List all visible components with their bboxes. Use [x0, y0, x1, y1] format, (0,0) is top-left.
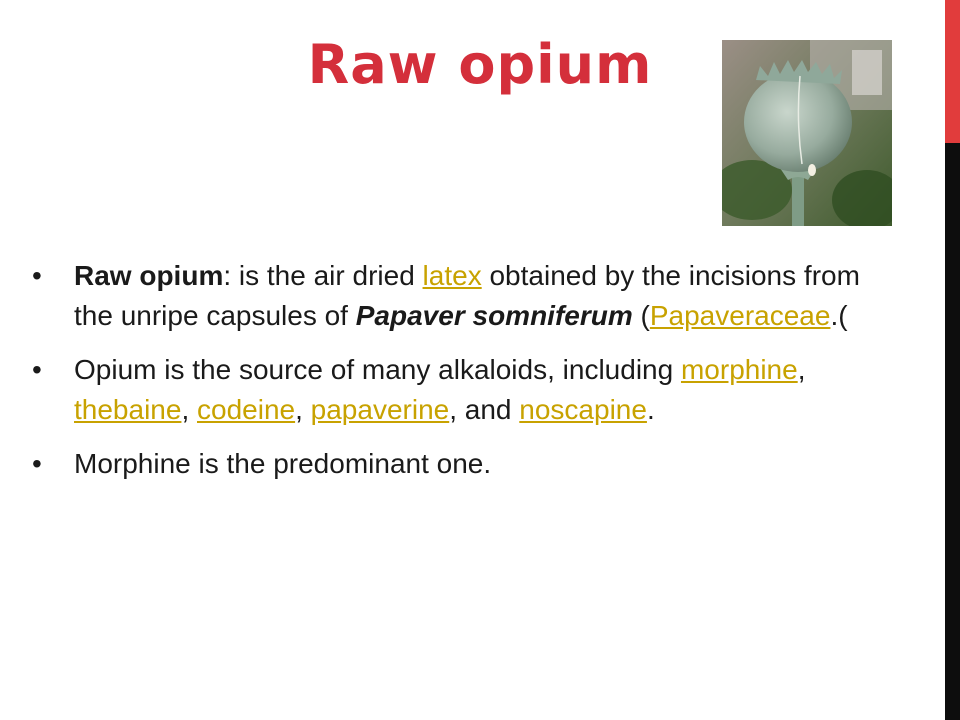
link-papaverine[interactable]: papaverine [310, 394, 450, 425]
separator: , [295, 394, 311, 425]
list-item [32, 350, 862, 430]
link-morphine[interactable]: morphine [680, 354, 798, 385]
bullet-dot-icon: • [32, 260, 42, 291]
link-papaveraceae[interactable]: Papaveraceae [649, 300, 831, 331]
right-edge-accent [945, 0, 960, 143]
link-codeine[interactable]: codeine [197, 394, 296, 425]
link-thebaine[interactable]: thebaine [74, 394, 182, 425]
bullet-text: : is the air dried [223, 260, 423, 291]
poppy-capsule-photo [722, 40, 892, 226]
separator: , [181, 394, 197, 425]
bullet-text: .( [830, 300, 848, 331]
bullet-dot-icon: • [32, 448, 42, 479]
bullet-dot-icon: • [32, 354, 42, 385]
list-item [32, 444, 862, 484]
bullet-text: Morphine is the predominant one. [74, 448, 492, 479]
bullet-text: obtained by the incisions from the unripe capsules of [74, 260, 860, 331]
species-name: Papaver somniferum [355, 300, 633, 331]
slide-title: Raw opium [307, 33, 653, 96]
bullet-list [32, 256, 862, 498]
list-item [32, 256, 862, 336]
bullet-text: ( [632, 300, 650, 331]
separator: , and [449, 394, 520, 425]
term-raw-opium: Raw opium [74, 260, 224, 291]
link-latex[interactable]: latex [422, 260, 482, 291]
separator: , [797, 354, 806, 385]
link-noscapine[interactable]: noscapine [519, 394, 647, 425]
bullet-text: . [646, 394, 655, 425]
bullet-text: Opium is the source of many alkaloids, including [74, 354, 681, 385]
